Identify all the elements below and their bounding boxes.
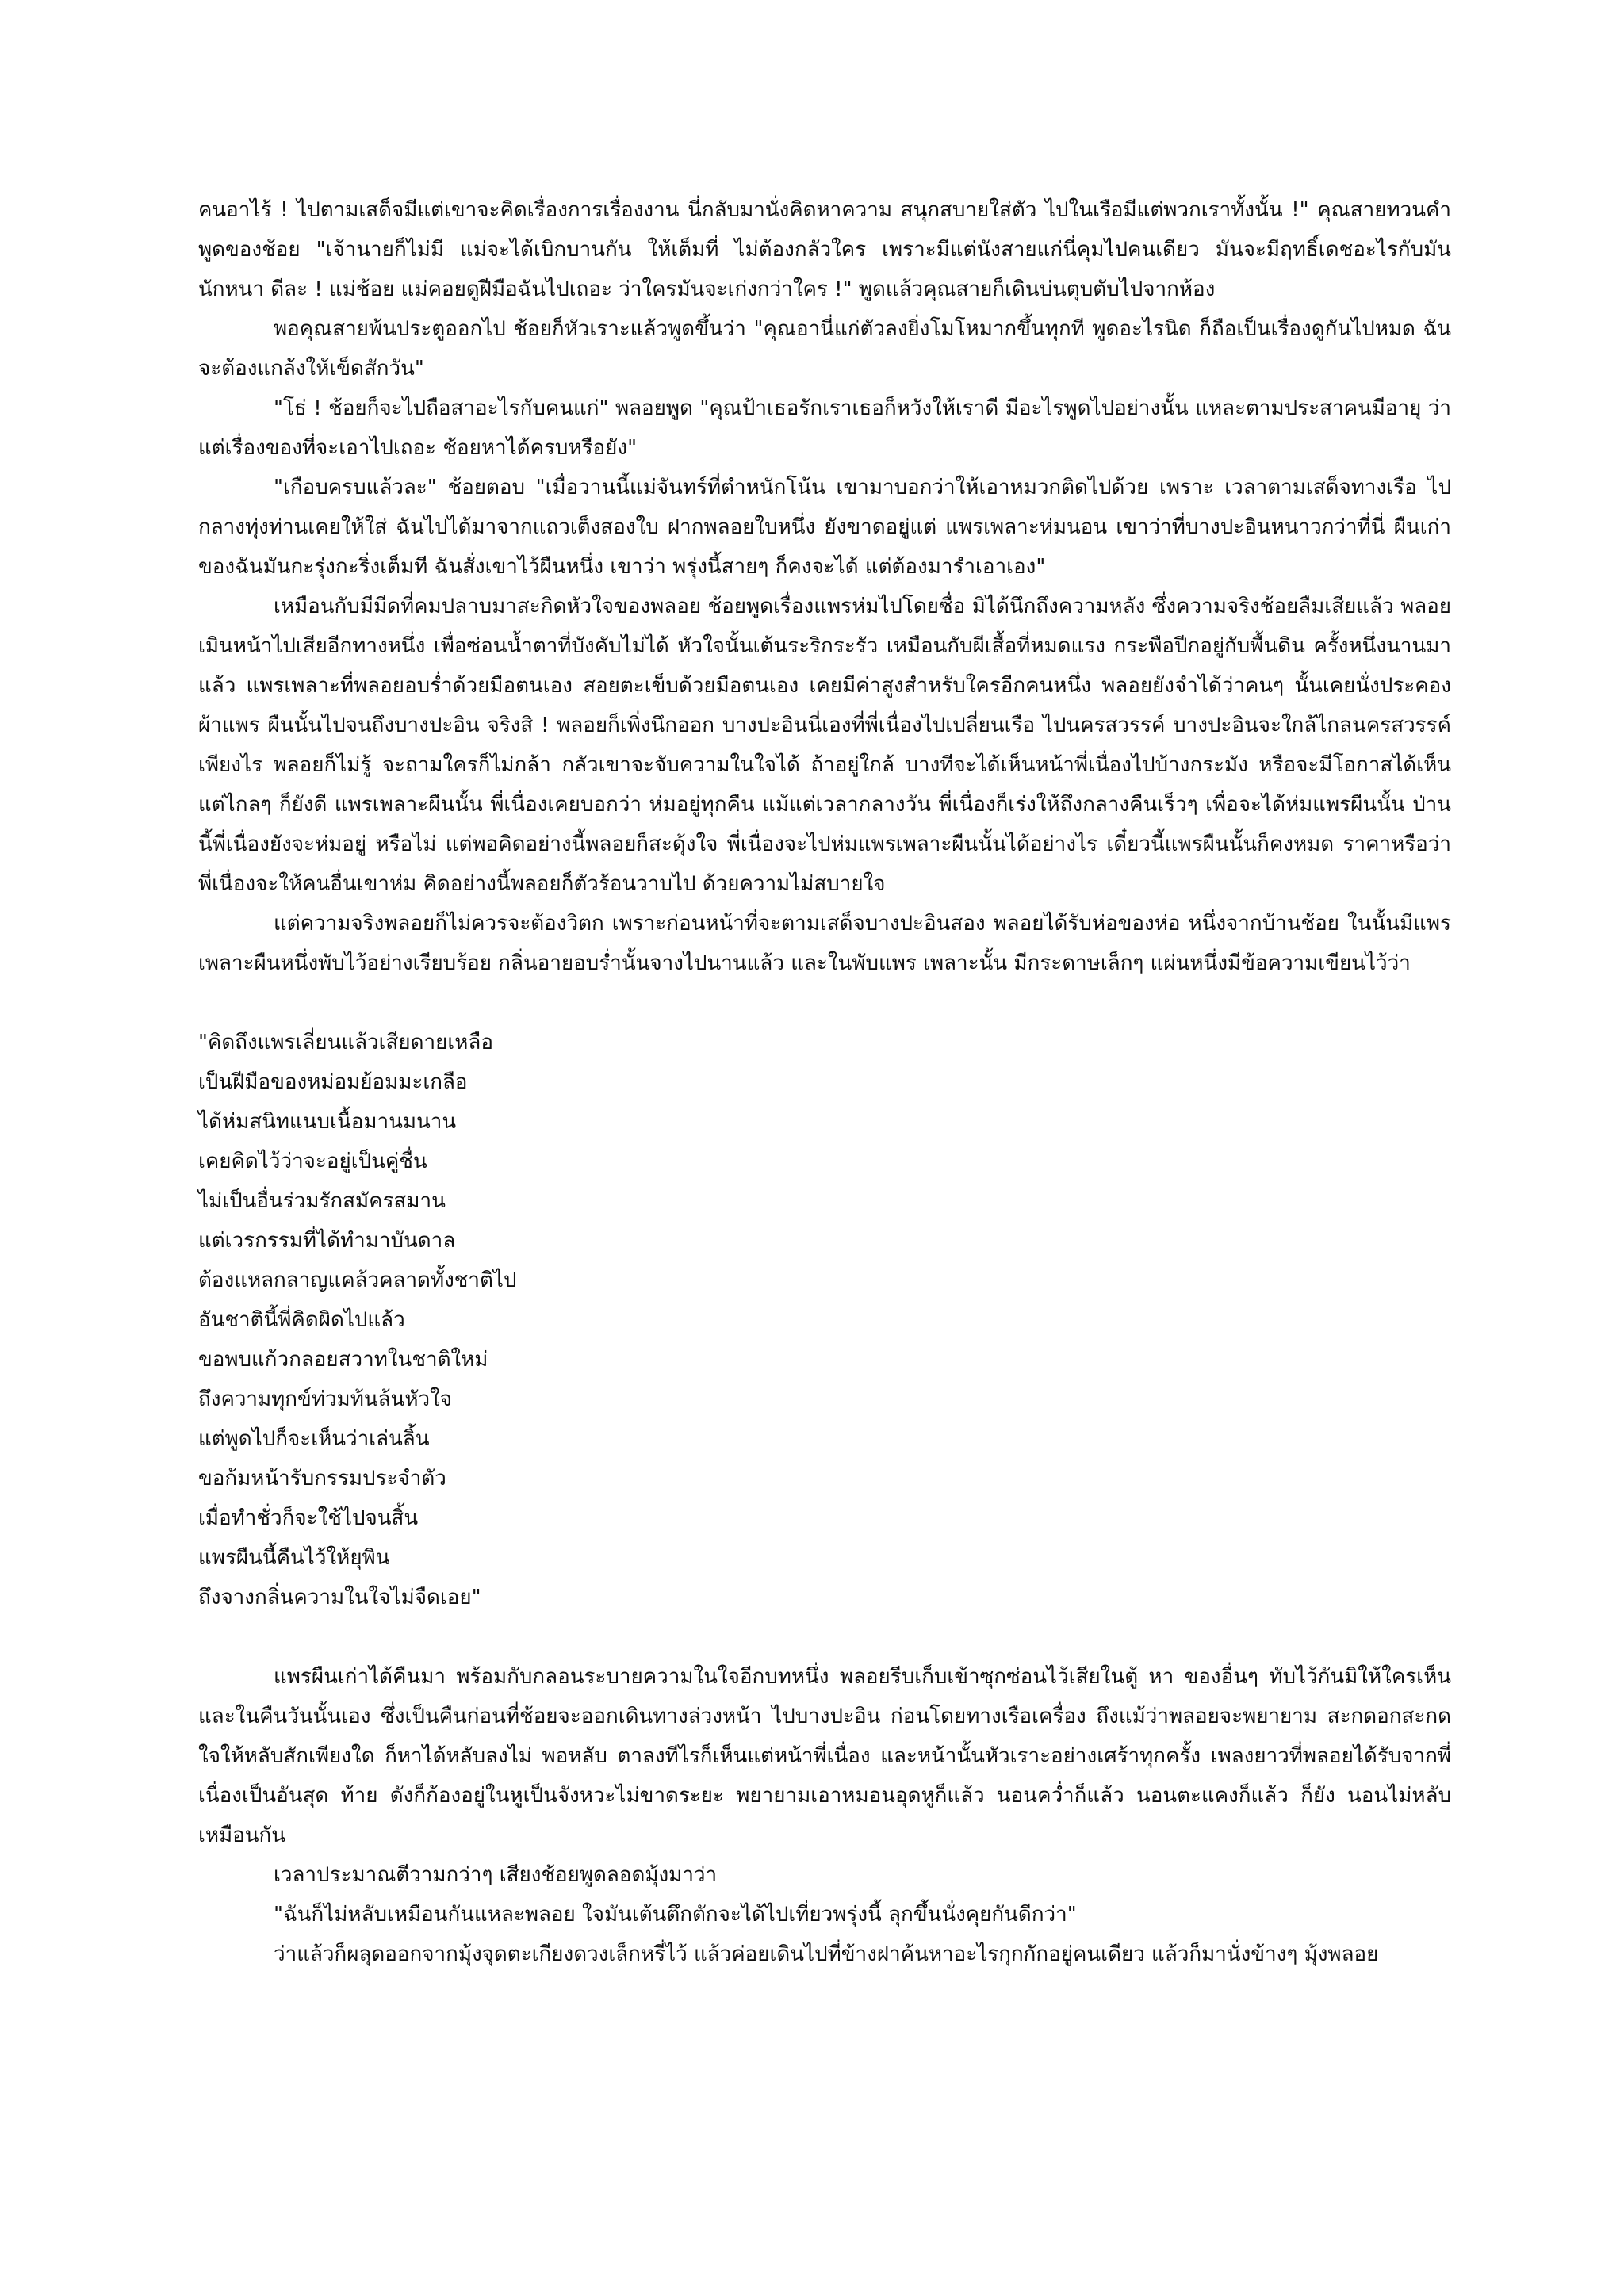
paragraph: แต่ความจริงพลอยก็ไม่ควรจะต้องวิตก เพราะก่อนหน้าที่จะตามเสด็จบางปะอินสอง พลอยได้รับห่อของห่อ หนึ่งจากบ้านช้อย ในนั้นมีแพรเพลาะผืนหนึ่งพับไว้อย่างเรียบร้อย กลิ่นอายอบร่ำนั้นจางไปนานแล้ว และในพับแพร เพลาะนั้น มีกระดาษเล็กๆ แผ่นหนึ่งมีข้อความเขียนไว้ว่า <box>198 912 1451 975</box>
paragraph: "โธ่ ! ช้อยก็จะไปถือสาอะไรกับคนแก่" พลอยพูด "คุณป้าเธอรักเราเธอก็หวังให้เราดี มีอะไรพูดไปอย่างนั้น แหละตามประสาคนมีอายุ ว่าแต่เรื่องของที่จะเอาไปเถอะ ช้อยหาได้ครบหรือยัง" <box>198 396 1451 460</box>
poem-line: เป็นฝีมือของหม่อมย้อมมะเกลือ <box>198 1070 468 1094</box>
poem-block <box>198 1023 1451 1617</box>
poem-line: "คิดถึงแพรเลี่ยนแล้วเสียดายเหลือ <box>198 1031 493 1054</box>
poem-line: ถึงความทุกข์ท่วมท้นล้นหัวใจ <box>198 1387 452 1411</box>
poem-line: อันชาตินี้พี่คิดผิดไปแล้ว <box>198 1308 405 1332</box>
poem-line: ถึงจางกลิ่นความในใจไม่จืดเอย" <box>198 1586 481 1609</box>
poem-line: ไม่เป็นอื่นร่วมรักสมัครสมาน <box>198 1189 446 1213</box>
paragraph: "เกือบครบแล้วละ" ช้อยตอบ "เมื่อวานนี้แม่จันทร์ที่ตำหนักโน้น เขามาบอกว่าให้เอาหมวกติดไปด้วย เพราะ เวลาตามเสด็จทางเรือ ไปกลางทุ่งท่านเคยให้ใส่ ฉันไปได้มาจากแถวเต็งสองใบ ฝากพลอยใบหนึ่ง ยังขาดอยู่แต่ แพรเพลาะห่มนอน เขาว่าที่บางปะอินหนาวกว่าที่นี่ ผืนเก่าของฉันมันกะรุ่งกะริ่งเต็มที ฉันสั่งเขาไว้ผืนหนึ่ง เขาว่า พรุ่งนี้สายๆ ก็คงจะได้ แต่ต้องมารำเอาเอง" <box>198 476 1451 579</box>
paragraph: แพรผืนเก่าได้คืนมา พร้อมกับกลอนระบายความในใจอีกบทหนึ่ง พลอยรีบเก็บเข้าซุกซ่อนไว้เสียในตู้ หา ของอื่นๆ ทับไว้กันมิให้ใครเห็น และในคืนวันนั้นเอง ซึ่งเป็นคืนก่อนที่ช้อยจะออกเดินทางล่วงหน้า ไปบางปะอิน ก่อนโดยทางเรือเครื่อง ถึงแม้ว่าพลอยจะพยายาม สะกดอกสะกดใจให้หลับสักเพียงใด ก็หาได้หลับลงไม่ พอหลับ ตาลงทีไรก็เห็นแต่หน้าพี่เนื่อง และหน้านั้นหัวเราะอย่างเศร้าทุกครั้ง เพลงยาวที่พลอยได้รับจากพี่เนื่องเป็นอันสุด ท้าย ดังก็ก้องอยู่ในหูเป็นจังหวะไม่ขาดระยะ พยายามเอาหมอนอุดหูก็แล้ว นอนคว่ำก็แล้ว นอนตะแคงก็แล้ว ก็ยัง นอนไม่หลับเหมือนกัน <box>198 1665 1451 1847</box>
poem-line: ต้องแหลกลาญแคล้วคลาดทั้งชาติไป <box>198 1269 517 1292</box>
poem-line: แต่เวรกรรมที่ได้ทำมาบันดาล <box>198 1229 456 1253</box>
poem-line: เคยคิดไว้ว่าจะอยู่เป็นคู่ชื่น <box>198 1150 427 1173</box>
poem-line: แพรผืนนี้คืนไว้ให้ยุพิน <box>198 1546 390 1570</box>
paragraph: เวลาประมาณตีวามกว่าๆ เสียงช้อยพูดลอดมุ้งมาว่า <box>274 1863 718 1887</box>
poem-line: ได้ห่มสนิทแนบเนื้อมานมนาน <box>198 1110 457 1134</box>
paragraph: พอคุณสายพ้นประตูออกไป ช้อยก็หัวเราะแล้วพูดขึ้นว่า "คุณอานี่แก่ตัวลงยิ่งโมโหมากขึ้นทุกที พูดอะไรนิด ก็ถือเป็นเรื่องดูกันไปหมด ฉันจะต้องแกล้งให้เข็ดสักวัน" <box>198 317 1451 381</box>
prose-section-top <box>198 190 1451 983</box>
poem-line: ขอพบแก้วกลอยสวาทในชาติใหม่ <box>198 1348 488 1372</box>
paragraph: ว่าแล้วก็ผลุดออกจากมุ้งจุดตะเกียงดวงเล็กหรี่ไว้ แล้วค่อยเดินไปที่ข้างฝาค้นหาอะไรกุกกักอยู่คนเดียว แล้วก็มานั่งข้างๆ มุ้งพลอย <box>274 1942 1379 1966</box>
paragraph: "ฉันก็ไม่หลับเหมือนกันแหละพลอย ใจมันเต้นตึกตักจะได้ไปเที่ยวพรุ่งนี้ ลุกขึ้นนั่งคุยกันดีกว่า" <box>274 1903 1077 1927</box>
document-page <box>198 190 1451 1974</box>
poem-line: ขอก้มหน้ารับกรรมประจำตัว <box>198 1467 446 1490</box>
paragraph: คนอาไร้ ! ไปตามเสด็จมีแต่เขาจะคิดเรื่องการเรื่องงาน นี่กลับมานั่งคิดหาความ สนุกสบายใส่ตัว ไปในเรือมีแต่พวกเราทั้งนั้น !" คุณสายทวนคำพูดของช้อย "เจ้านายก็ไม่มี แม่จะได้เบิกบานกัน ให้เต็มที่ ไม่ต้องกลัวใคร เพราะมีแต่นังสายแก่นี่คุมไปคนเดียว มันจะมีฤทธิ์เดชอะไรกับมันนักหนา ดีละ ! แม่ช้อย แม่คอยดูฝีมือฉันไปเถอะ ว่าใครมันจะเก่งกว่าใคร !" พูดแล้วคุณสายก็เดินบ่นตุบตับไปจากห้อง <box>198 198 1451 301</box>
paragraph: เหมือนกับมีมีดที่คมปลาบมาสะกิดหัวใจของพลอย ช้อยพูดเรื่องแพรห่มไปโดยซื่อ มิได้นึกถึงความหลัง ซึ่งความจริงช้อยลืมเสียแล้ว พลอยเมินหน้าไปเสียอีกทางหนึ่ง เพื่อซ่อนน้ำตาที่บังคับไม่ได้ หัวใจนั้นเต้นระริกระรัว เหมือนกับผีเสื้อที่หมดแรง กระพือปีกอยู่กับพื้นดิน ครั้งหนึ่งนานมาแล้ว แพรเพลาะที่พลอยอบร่ำด้วยมือตนเอง สอยตะเข็บด้วยมือตนเอง เคยมีค่าสูงสำหรับใครอีกคนหนึ่ง พลอยยังจำได้ว่าคนๆ นั้นเคยนั่งประคองผ้าแพร ผืนนั้นไปจนถึงบางปะอิน จริงสิ ! พลอยก็เพิ่งนึกออก บางปะอินนี่เองที่พี่เนื่องไปเปลี่ยนเรือ ไปนครสวรรค์ บางปะอินจะใกล้ไกลนครสวรรค์เพียงไร พลอยก็ไม่รู้ จะถามใครก็ไม่กล้า กลัวเขาจะจับความในใจได้ ถ้าอยู่ใกล้ บางทีจะได้เห็นหน้าพี่เนื่องไปบ้างกระมัง หรือจะมีโอกาสได้เห็นแต่ไกลๆ ก็ยังดี แพรเพลาะผืนนั้น พี่เนื่องเคยบอกว่า ห่มอยู่ทุกคืน แม้แต่เวลากลางวัน พี่เนื่องก็เร่งให้ถึงกลางคืนเร็วๆ เพื่อจะได้ห่มแพรผืนนั้น ป่านนี้พี่เนื่องยังจะห่มอยู่ หรือไม่ แต่พอคิดอย่างนี้พลอยก็สะดุ้งใจ พี่เนื่องจะไปห่มแพรเพลาะผืนนั้นได้อย่างไร เดี๋ยวนี้แพรผืนนั้นก็คงหมด ราคาหรือว่าพี่เนื่องจะให้คนอื่นเขาห่ม คิดอย่างนี้พลอยก็ตัวร้อนวาบไป ด้วยความไม่สบายใจ <box>198 595 1451 896</box>
poem-line: แต่พูดไปก็จะเห็นว่าเล่นลิ้น <box>198 1427 430 1451</box>
prose-section-bottom <box>198 1657 1451 1974</box>
poem-line: เมื่อทำชั่วก็จะใช้ไปจนสิ้น <box>198 1506 419 1530</box>
